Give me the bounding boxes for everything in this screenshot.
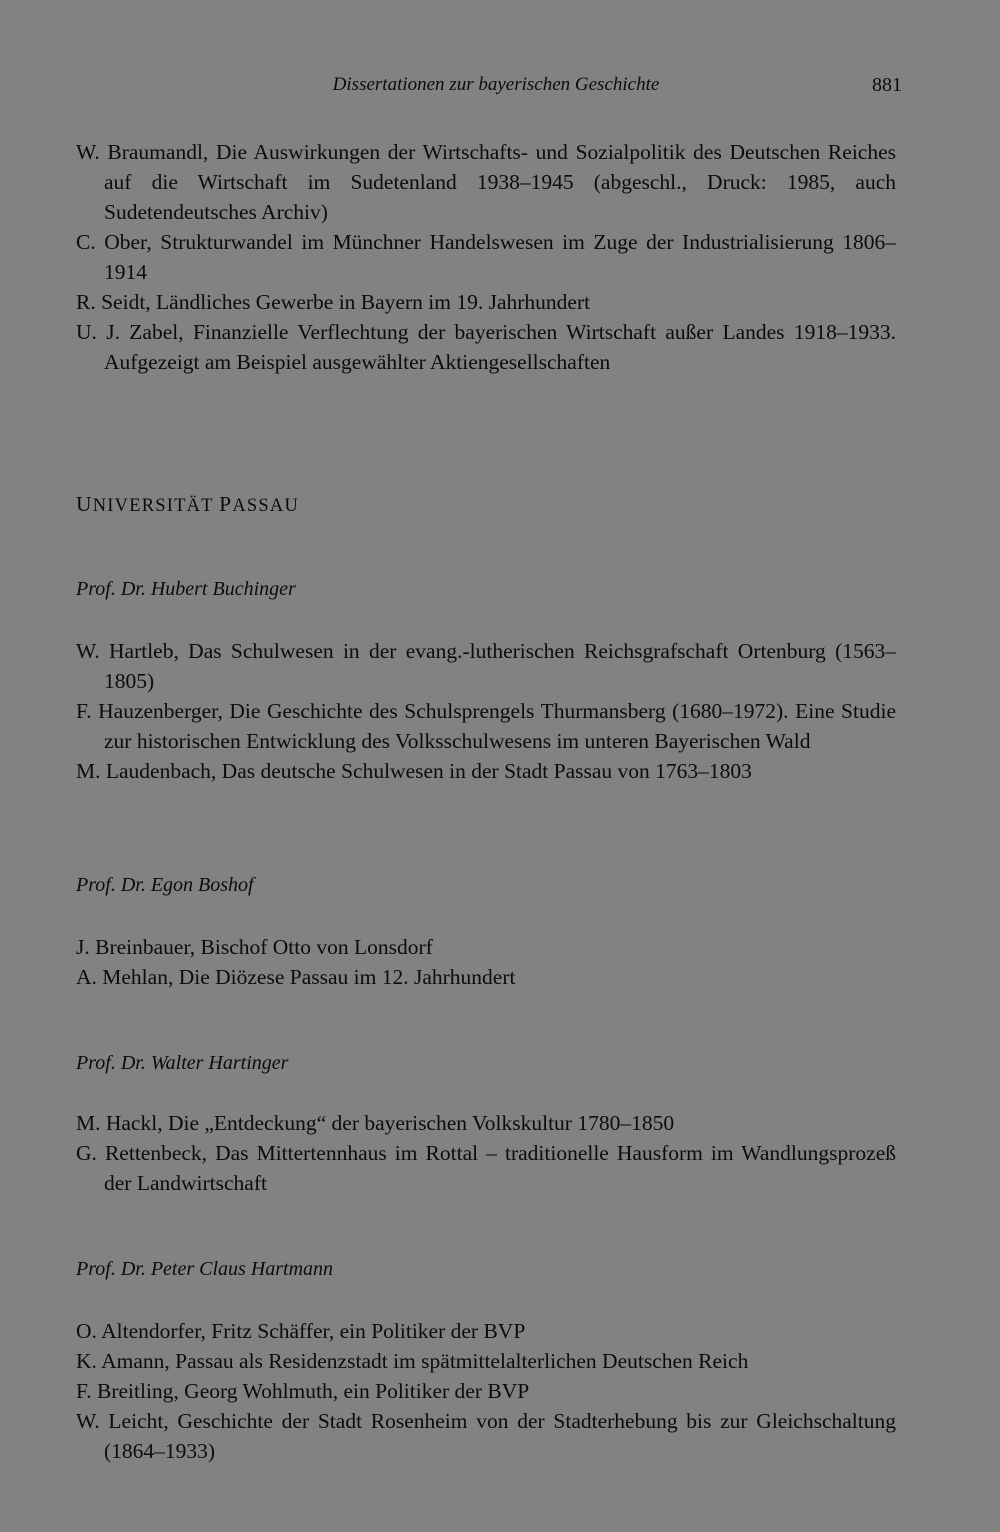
heading-cap: U bbox=[76, 492, 93, 516]
heading-smallcaps: ASSAU bbox=[232, 496, 300, 516]
entry-list bbox=[76, 1316, 896, 1466]
entry-list bbox=[76, 932, 896, 992]
list-item: M. Hackl, Die „Entdeckung“ der bayerischen Volkskultur 1780–1850 bbox=[76, 1111, 675, 1135]
list-item: M. Laudenbach, Das deutsche Schulwesen in der Stadt Passau von 1763–1803 bbox=[76, 759, 752, 783]
page-number: 881 bbox=[872, 74, 902, 96]
entry-list bbox=[76, 1108, 896, 1198]
running-title: Dissertationen zur bayerischen Geschichte bbox=[332, 74, 660, 95]
section-heading bbox=[76, 492, 299, 517]
top-entry-list bbox=[76, 137, 896, 377]
professor-heading: Prof. Dr. Hubert Buchinger bbox=[76, 578, 296, 600]
list-item: F. Hauzenberger, Die Geschichte des Schulsprengels Thurmansberg (1680–1972). Eine Studie zur historischen Entwicklung des Volksschulwesens im unteren Bayerischen Wald bbox=[76, 699, 896, 753]
list-item: F. Breitling, Georg Wohlmuth, ein Politiker der BVP bbox=[76, 1379, 530, 1403]
list-item: W. Hartleb, Das Schulwesen in der evang.-lutherischen Reichsgrafschaft Ortenburg (1563–1805) bbox=[76, 639, 896, 693]
list-item: W. Leicht, Geschichte der Stadt Rosenheim von der Stadterhebung bis zur Gleichschaltung (1864–1933) bbox=[76, 1409, 896, 1463]
list-item: O. Altendorfer, Fritz Schäffer, ein Politiker der BVP bbox=[76, 1319, 526, 1343]
professor-heading: Prof. Dr. Peter Claus Hartmann bbox=[76, 1258, 334, 1280]
list-item: U. J. Zabel, Finanzielle Verflechtung der bayerischen Wirtschaft außer Landes 1918–1933. Aufgezeigt am Beispiel ausgewählter Aktiengesellschaften bbox=[76, 320, 896, 374]
entry-list bbox=[76, 636, 896, 786]
heading-cap: P bbox=[219, 492, 233, 516]
list-item: G. Rettenbeck, Das Mittertennhaus im Rottal – traditionelle Hausform im Wandlungsprozeß der Landwirtschaft bbox=[76, 1141, 896, 1195]
list-item: R. Seidt, Ländliches Gewerbe in Bayern im 19. Jahrhundert bbox=[76, 290, 591, 314]
list-item: C. Ober, Strukturwandel im Münchner Handelswesen im Zuge der Industrialisierung 1806–1914 bbox=[76, 230, 896, 284]
list-item: A. Mehlan, Die Diözese Passau im 12. Jahrhundert bbox=[76, 965, 516, 989]
list-item: K. Amann, Passau als Residenzstadt im spätmittelalterlichen Deutschen Reich bbox=[76, 1349, 749, 1373]
professor-heading: Prof. Dr. Egon Boshof bbox=[76, 874, 254, 896]
list-item: J. Breinbauer, Bischof Otto von Lonsdorf bbox=[76, 935, 433, 959]
list-item: W. Braumandl, Die Auswirkungen der Wirtschafts- und Sozialpolitik des Deutschen Reiches auf die Wirtschaft im Sudetenland 1938–1945 (abgeschl., Druck: 1985, auch Sudetendeutsches Archiv) bbox=[76, 140, 896, 224]
professor-heading: Prof. Dr. Walter Hartinger bbox=[76, 1052, 289, 1074]
heading-smallcaps: NIVERSITÄT bbox=[92, 496, 220, 516]
